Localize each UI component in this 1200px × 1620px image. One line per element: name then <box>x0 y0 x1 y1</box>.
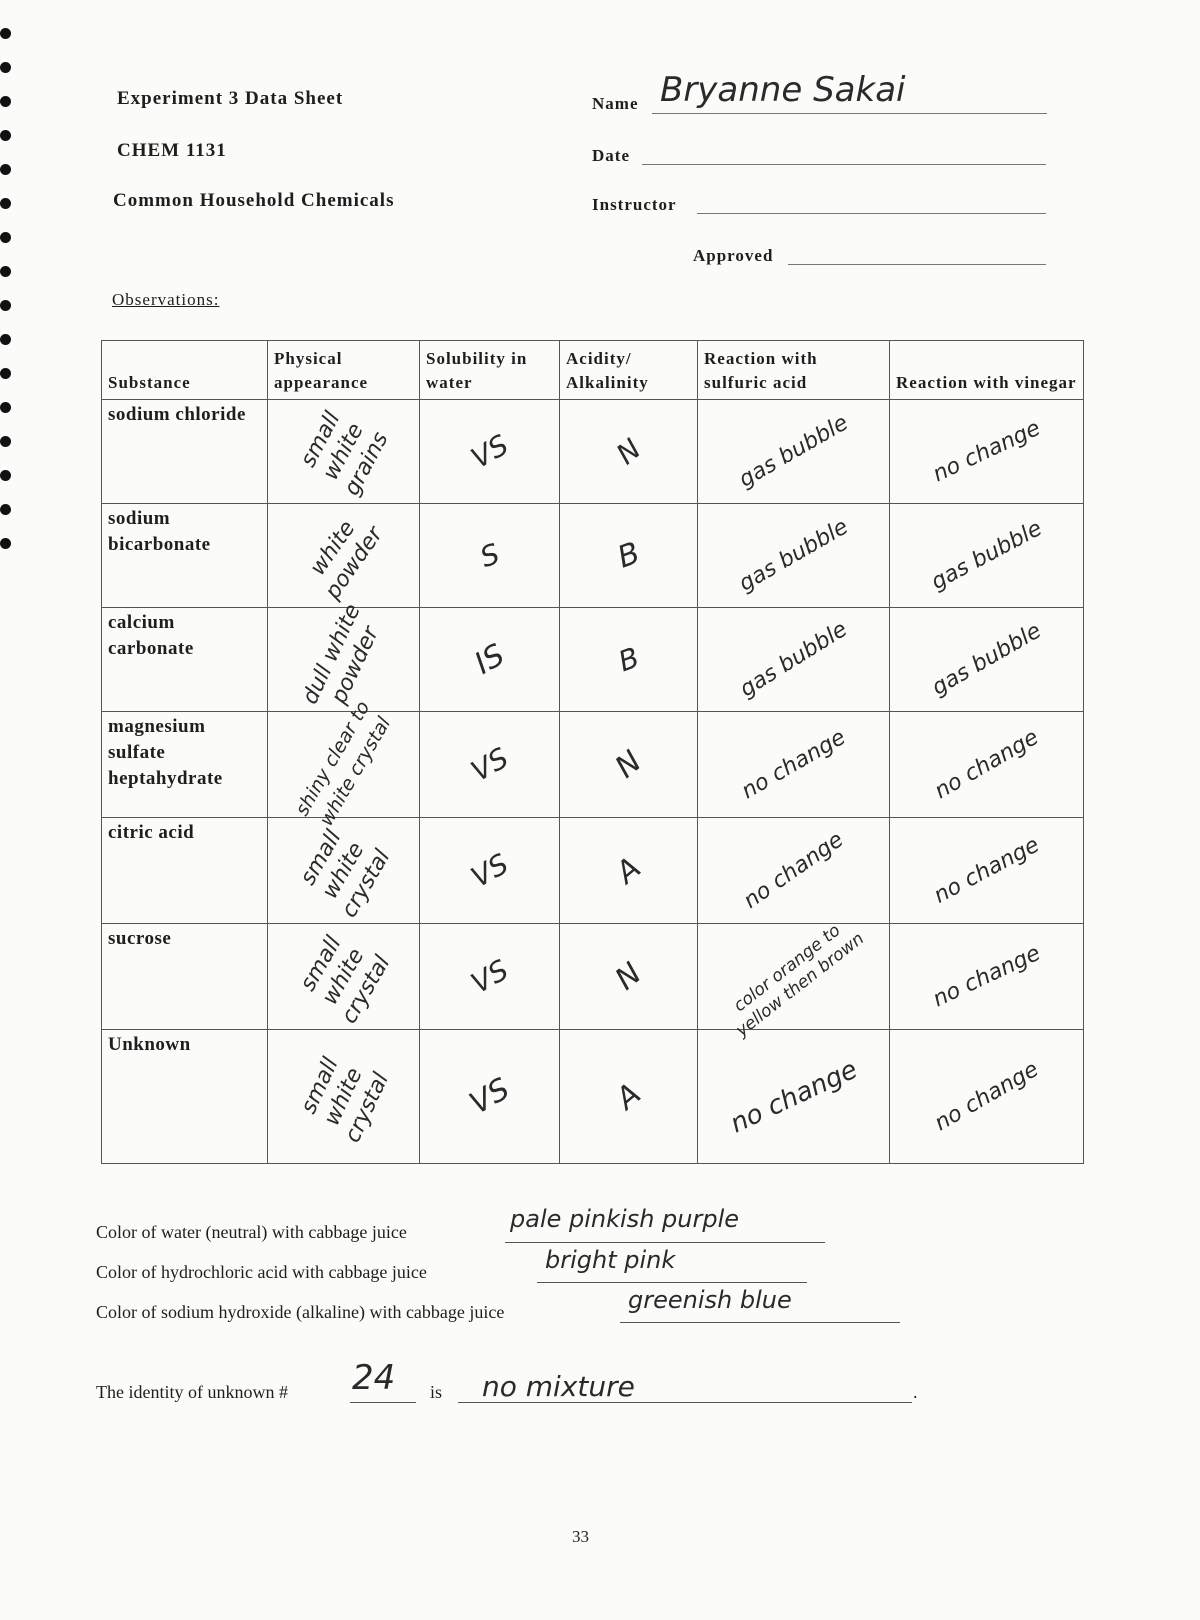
substance-cell: magnesium sulfate heptahydrate <box>102 712 268 818</box>
vinegar-value: no change <box>928 415 1044 487</box>
appearance-cell[interactable] <box>268 1030 420 1164</box>
unknown-number[interactable]: 24 <box>352 1358 396 1398</box>
solubility-value: VS <box>465 740 514 788</box>
appearance-value: small white grains <box>295 407 394 500</box>
vinegar-cell[interactable] <box>890 924 1084 1030</box>
appearance-value: small white crystal <box>295 931 395 1028</box>
instructor-line <box>697 213 1046 214</box>
solubility-cell[interactable] <box>420 608 560 712</box>
sulfuric-cell[interactable] <box>698 818 890 924</box>
table-row <box>102 400 1084 504</box>
sulfuric-cell[interactable] <box>698 920 890 1041</box>
sulfuric-value: gas bubble <box>734 409 853 493</box>
approved-label: Approved <box>693 246 774 265</box>
sheet-subtitle: Common Household Chemicals <box>113 190 395 211</box>
sulfuric-cell[interactable] <box>698 400 890 504</box>
instructor-label: Instructor <box>592 195 677 214</box>
substance-cell: sucrose <box>102 924 268 1030</box>
substance-cell: sodium bicarbonate <box>102 504 268 608</box>
acidity-cell[interactable] <box>560 924 698 1030</box>
sulfuric-value: no change <box>738 826 848 914</box>
question-water-label: Color of water (neutral) with cabbage juice <box>96 1222 407 1242</box>
sulfuric-cell[interactable] <box>698 608 890 712</box>
acidity-cell[interactable] <box>560 504 698 608</box>
course-code: CHEM 1131 <box>117 140 227 161</box>
col-header-vinegar: Reaction with vinegar <box>890 341 1084 400</box>
acidity-cell[interactable] <box>560 712 698 818</box>
acidity-value: N <box>609 431 647 471</box>
table-row <box>102 504 1084 608</box>
solubility-value: VS <box>465 846 514 894</box>
vinegar-cell[interactable] <box>890 504 1084 608</box>
vinegar-value: no change <box>929 831 1044 909</box>
vinegar-value: gas bubble <box>926 515 1046 595</box>
solubility-cell[interactable] <box>420 1030 560 1164</box>
spiral-binding <box>0 0 14 600</box>
appearance-cell[interactable] <box>268 924 420 1030</box>
vinegar-cell[interactable] <box>890 818 1084 924</box>
page-number: 33 <box>572 1527 589 1546</box>
unknown-answer[interactable]: no mixture <box>482 1370 635 1403</box>
acidity-value: A <box>609 850 648 891</box>
solubility-cell[interactable] <box>420 400 560 504</box>
solubility-value: VS <box>465 952 514 1000</box>
vinegar-value: no change <box>930 1056 1043 1136</box>
table-header-row <box>102 341 1084 400</box>
col-header-acidity: Acidity/ Alkalinity <box>560 341 698 400</box>
unknown-is-label: is <box>430 1382 443 1402</box>
answer-line <box>505 1242 825 1243</box>
vinegar-value: gas bubble <box>927 617 1046 701</box>
sulfuric-value: gas bubble <box>734 513 853 597</box>
unknown-number-line <box>350 1402 416 1403</box>
question-hcl-label: Color of hydrochloric acid with cabbage juice <box>96 1262 427 1282</box>
vinegar-value: no change <box>928 940 1044 1012</box>
sheet-title: Experiment 3 Data Sheet <box>117 88 344 109</box>
solubility-value: IS <box>468 636 511 682</box>
solubility-cell[interactable] <box>420 712 560 818</box>
appearance-value: white powder <box>304 515 388 604</box>
table-row <box>102 1030 1084 1164</box>
table-row <box>102 924 1084 1030</box>
unknown-period: . <box>913 1382 918 1402</box>
col-header-appearance: Physical appearance <box>268 341 420 400</box>
answer-water[interactable]: pale pinkish purple <box>510 1205 740 1233</box>
sulfuric-cell[interactable] <box>698 712 890 818</box>
substance-cell: citric acid <box>102 818 268 924</box>
sulfuric-value: no change <box>737 724 850 804</box>
vinegar-cell[interactable] <box>890 712 1084 818</box>
substance-cell: calcium carbonate <box>102 608 268 712</box>
appearance-cell[interactable] <box>268 599 420 712</box>
solubility-value: VS <box>463 1071 516 1122</box>
acidity-value: N <box>608 955 649 997</box>
table-row <box>102 818 1084 924</box>
col-header-sulfuric: Reaction with sulfuric acid <box>698 341 890 400</box>
vinegar-value: no change <box>930 724 1043 804</box>
observations-label: Observations: <box>112 290 220 309</box>
acidity-value: N <box>608 743 649 785</box>
sulfuric-cell[interactable] <box>698 1030 890 1164</box>
acidity-value: A <box>609 1076 648 1117</box>
acidity-cell[interactable] <box>560 400 698 504</box>
name-line <box>652 113 1047 114</box>
date-line <box>642 164 1046 165</box>
answer-hcl[interactable]: bright pink <box>545 1246 676 1274</box>
appearance-cell[interactable] <box>268 400 420 504</box>
solubility-value: S <box>475 536 504 574</box>
substance-cell: sodium chloride <box>102 400 268 504</box>
approved-line <box>788 264 1046 265</box>
acidity-cell[interactable] <box>560 608 698 712</box>
answer-line <box>537 1282 807 1283</box>
acidity-cell[interactable] <box>560 1030 698 1164</box>
col-header-substance: Substance <box>102 341 268 400</box>
appearance-value: small white crystal <box>295 1053 394 1147</box>
table-row <box>102 608 1084 712</box>
sulfuric-cell[interactable] <box>698 504 890 608</box>
name-value[interactable]: Bryanne Sakai <box>660 70 906 110</box>
solubility-value: VS <box>465 427 514 475</box>
acidity-value: B <box>612 535 644 575</box>
col-header-solubility: Solubility in water <box>420 341 560 400</box>
answer-naoh[interactable]: greenish blue <box>628 1286 792 1314</box>
solubility-cell[interactable] <box>420 818 560 924</box>
table-row <box>102 712 1084 818</box>
observations-table <box>101 340 1084 1164</box>
date-label: Date <box>592 146 630 165</box>
name-label: Name <box>592 94 639 113</box>
solubility-cell[interactable] <box>420 504 560 608</box>
answer-line <box>620 1322 900 1323</box>
sulfuric-value: gas bubble <box>735 616 852 702</box>
question-naoh-label: Color of sodium hydroxide (alkaline) with cabbage juice <box>96 1302 505 1322</box>
unknown-prefix: The identity of unknown # <box>96 1382 288 1402</box>
appearance-value: shiny clear to white crystal <box>290 696 395 830</box>
vinegar-cell[interactable] <box>890 400 1084 504</box>
solubility-cell[interactable] <box>420 924 560 1030</box>
appearance-value: dull white powder <box>297 599 384 708</box>
appearance-cell[interactable] <box>268 504 420 608</box>
acidity-cell[interactable] <box>560 818 698 924</box>
vinegar-cell[interactable] <box>890 608 1084 712</box>
sulfuric-value: no change <box>725 1054 862 1139</box>
appearance-value: small white crystal <box>295 825 395 922</box>
acidity-value: B <box>613 640 644 678</box>
vinegar-cell[interactable] <box>890 1030 1084 1164</box>
sulfuric-value: color orange to yellow then brown <box>729 920 868 1041</box>
substance-cell: Unknown <box>102 1030 268 1164</box>
